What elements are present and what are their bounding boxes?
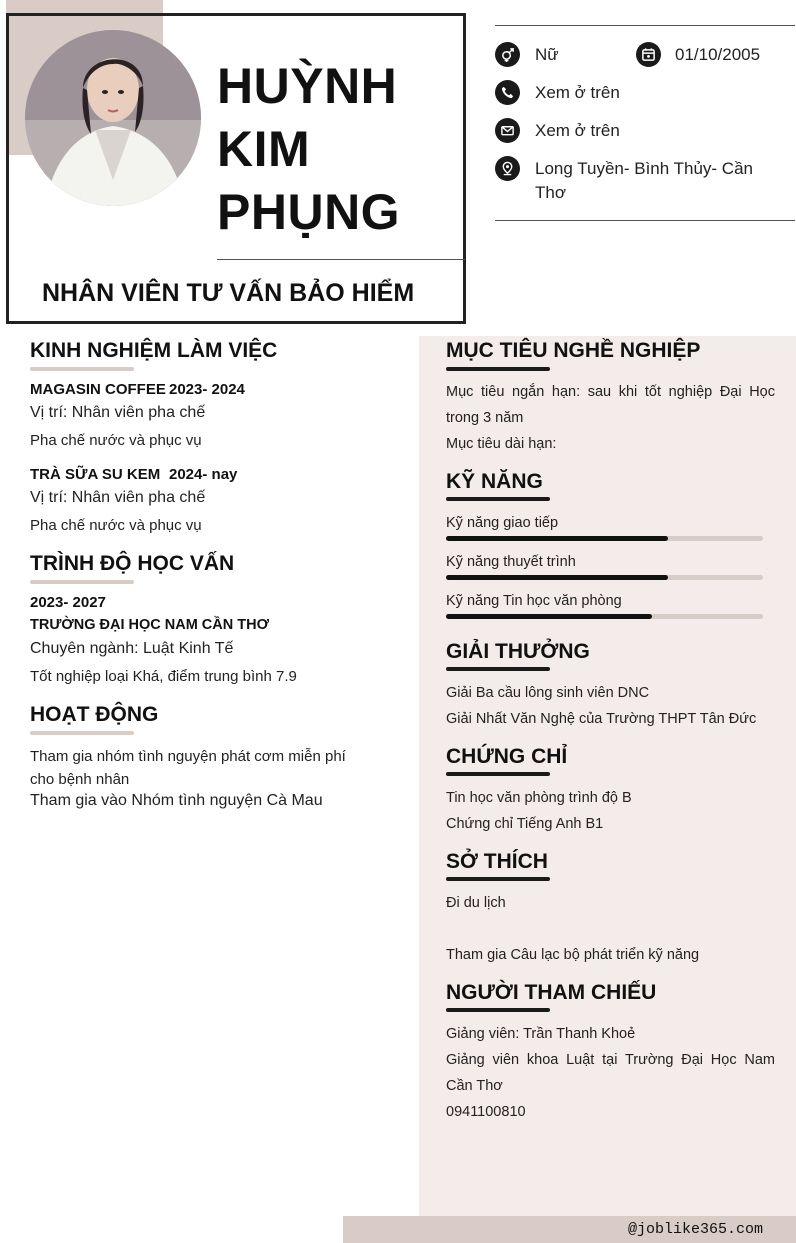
hobby-item: Tham gia Câu lạc bộ phát triển kỹ năng [446, 947, 700, 963]
phone-value: Xem ở trên [535, 83, 620, 102]
portrait-photo [25, 30, 201, 206]
skill-bar-track [446, 614, 763, 619]
location-pin-icon [495, 156, 520, 181]
experience-company: TRÀ SỮA SU KEM [30, 466, 161, 483]
activity-line: cho bệnh nhân [30, 771, 130, 788]
skill-label: Kỹ năng Tin học văn phòng [446, 593, 622, 609]
reference-phone: 0941100810 [446, 1104, 526, 1120]
education-heading: TRÌNH ĐỘ HỌC VẤN [30, 552, 235, 575]
experience-period: 2024- nay [169, 466, 238, 483]
reference-title: Giảng viên khoa Luật tại Trường Đại Học Nam Cần Thơ [446, 1052, 775, 1094]
education-school: TRƯỜNG ĐẠI HỌC NAM CẦN THƠ [30, 617, 269, 633]
certificate-item: Chứng chỉ Tiếng Anh B1 [446, 816, 604, 832]
job-title: NHÂN VIÊN TƯ VẤN BẢO HIỂM [42, 279, 415, 307]
activity-item: Tham gia vào Nhóm tình nguyện Cà Mau [30, 792, 323, 809]
education-period: 2023- 2027 [30, 594, 106, 611]
objective-heading: MỤC TIÊU NGHỀ NGHIỆP [446, 339, 701, 362]
heading-underline [30, 580, 134, 584]
skills-heading: KỸ NĂNG [446, 470, 543, 493]
skill-bar-fill [446, 536, 668, 541]
avatar [25, 30, 201, 206]
certificates-heading: CHỨNG CHỈ [446, 745, 568, 768]
experience-period: 2023- 2024 [169, 381, 245, 398]
name-line: KIM [217, 121, 311, 177]
email-value: Xem ở trên [535, 121, 620, 140]
hobbies-heading: SỞ THÍCH [446, 850, 548, 873]
skill-bar-fill [446, 575, 668, 580]
heading-underline [446, 772, 550, 776]
award-item: Giải Nhất Văn Nghệ của Trường THPT Tân Đức [446, 711, 757, 727]
skill-bar-fill [446, 614, 652, 619]
heading-underline [446, 877, 550, 881]
experience-company: MAGASIN COFFEE [30, 381, 166, 398]
heading-underline [446, 667, 550, 671]
experience-role: Vị trí: Nhân viên pha chế [30, 404, 206, 421]
activity-item [30, 745, 346, 791]
heading-underline [446, 1008, 550, 1012]
skill-label: Kỹ năng thuyết trình [446, 554, 576, 570]
heading-underline [30, 367, 134, 371]
address-value [535, 157, 753, 205]
experience-role: Vị trí: Nhân viên pha chế [30, 489, 206, 506]
heading-underline [30, 731, 134, 735]
activities-heading: HOẠT ĐỘNG [30, 703, 159, 726]
full-name [217, 55, 400, 244]
certificate-item: Tin học văn phòng trình độ B [446, 790, 632, 806]
phone-icon [495, 80, 520, 105]
address-line: Thơ [535, 183, 566, 202]
mail-icon [495, 118, 520, 143]
references-heading: NGƯỜI THAM CHIẾU [446, 981, 657, 1004]
birthdate-value: 01/10/2005 [675, 45, 761, 64]
skill-label: Kỹ năng giao tiếp [446, 515, 559, 531]
heading-underline [446, 367, 550, 371]
name-divider [217, 259, 465, 260]
contact-top-divider [495, 25, 795, 26]
activity-line: Tham gia nhóm tình nguyện phát cơm miễn phí [30, 748, 346, 765]
address-line: Long Tuyền- Bình Thủy- Cần [535, 159, 753, 178]
name-line: HUỲNH [217, 58, 398, 114]
calendar-icon [636, 42, 661, 67]
name-line: PHỤNG [217, 184, 401, 240]
objective-long-term: Mục tiêu dài hạn: [446, 436, 557, 452]
heading-underline [446, 497, 550, 501]
hobby-item: Đi du lịch [446, 895, 506, 911]
gender-value: Nữ [535, 45, 559, 64]
awards-heading: GIẢI THƯỞNG [446, 640, 590, 663]
experience-desc: Pha chế nước và phục vụ [30, 517, 202, 534]
reference-name: Giảng viên: Trần Thanh Khoẻ [446, 1026, 636, 1042]
education-major: Chuyên ngành: Luật Kinh Tế [30, 640, 234, 657]
skill-bar-track [446, 575, 763, 580]
objective-short-term: Mục tiêu ngắn hạn: sau khi tốt nghiệp Đại Học trong 3 năm [446, 384, 775, 426]
experience-desc: Pha chế nước và phục vụ [30, 432, 202, 449]
skill-bar-track [446, 536, 763, 541]
contact-bottom-divider [495, 220, 795, 221]
experience-heading: KINH NGHIỆM LÀM VIỆC [30, 339, 278, 362]
footer-watermark: @joblike365.com [628, 1221, 764, 1238]
award-item: Giải Ba cầu lông sinh viên DNC [446, 685, 650, 701]
education-result: Tốt nghiệp loại Khá, điểm trung bình 7.9 [30, 668, 297, 685]
gender-icon [495, 42, 520, 67]
